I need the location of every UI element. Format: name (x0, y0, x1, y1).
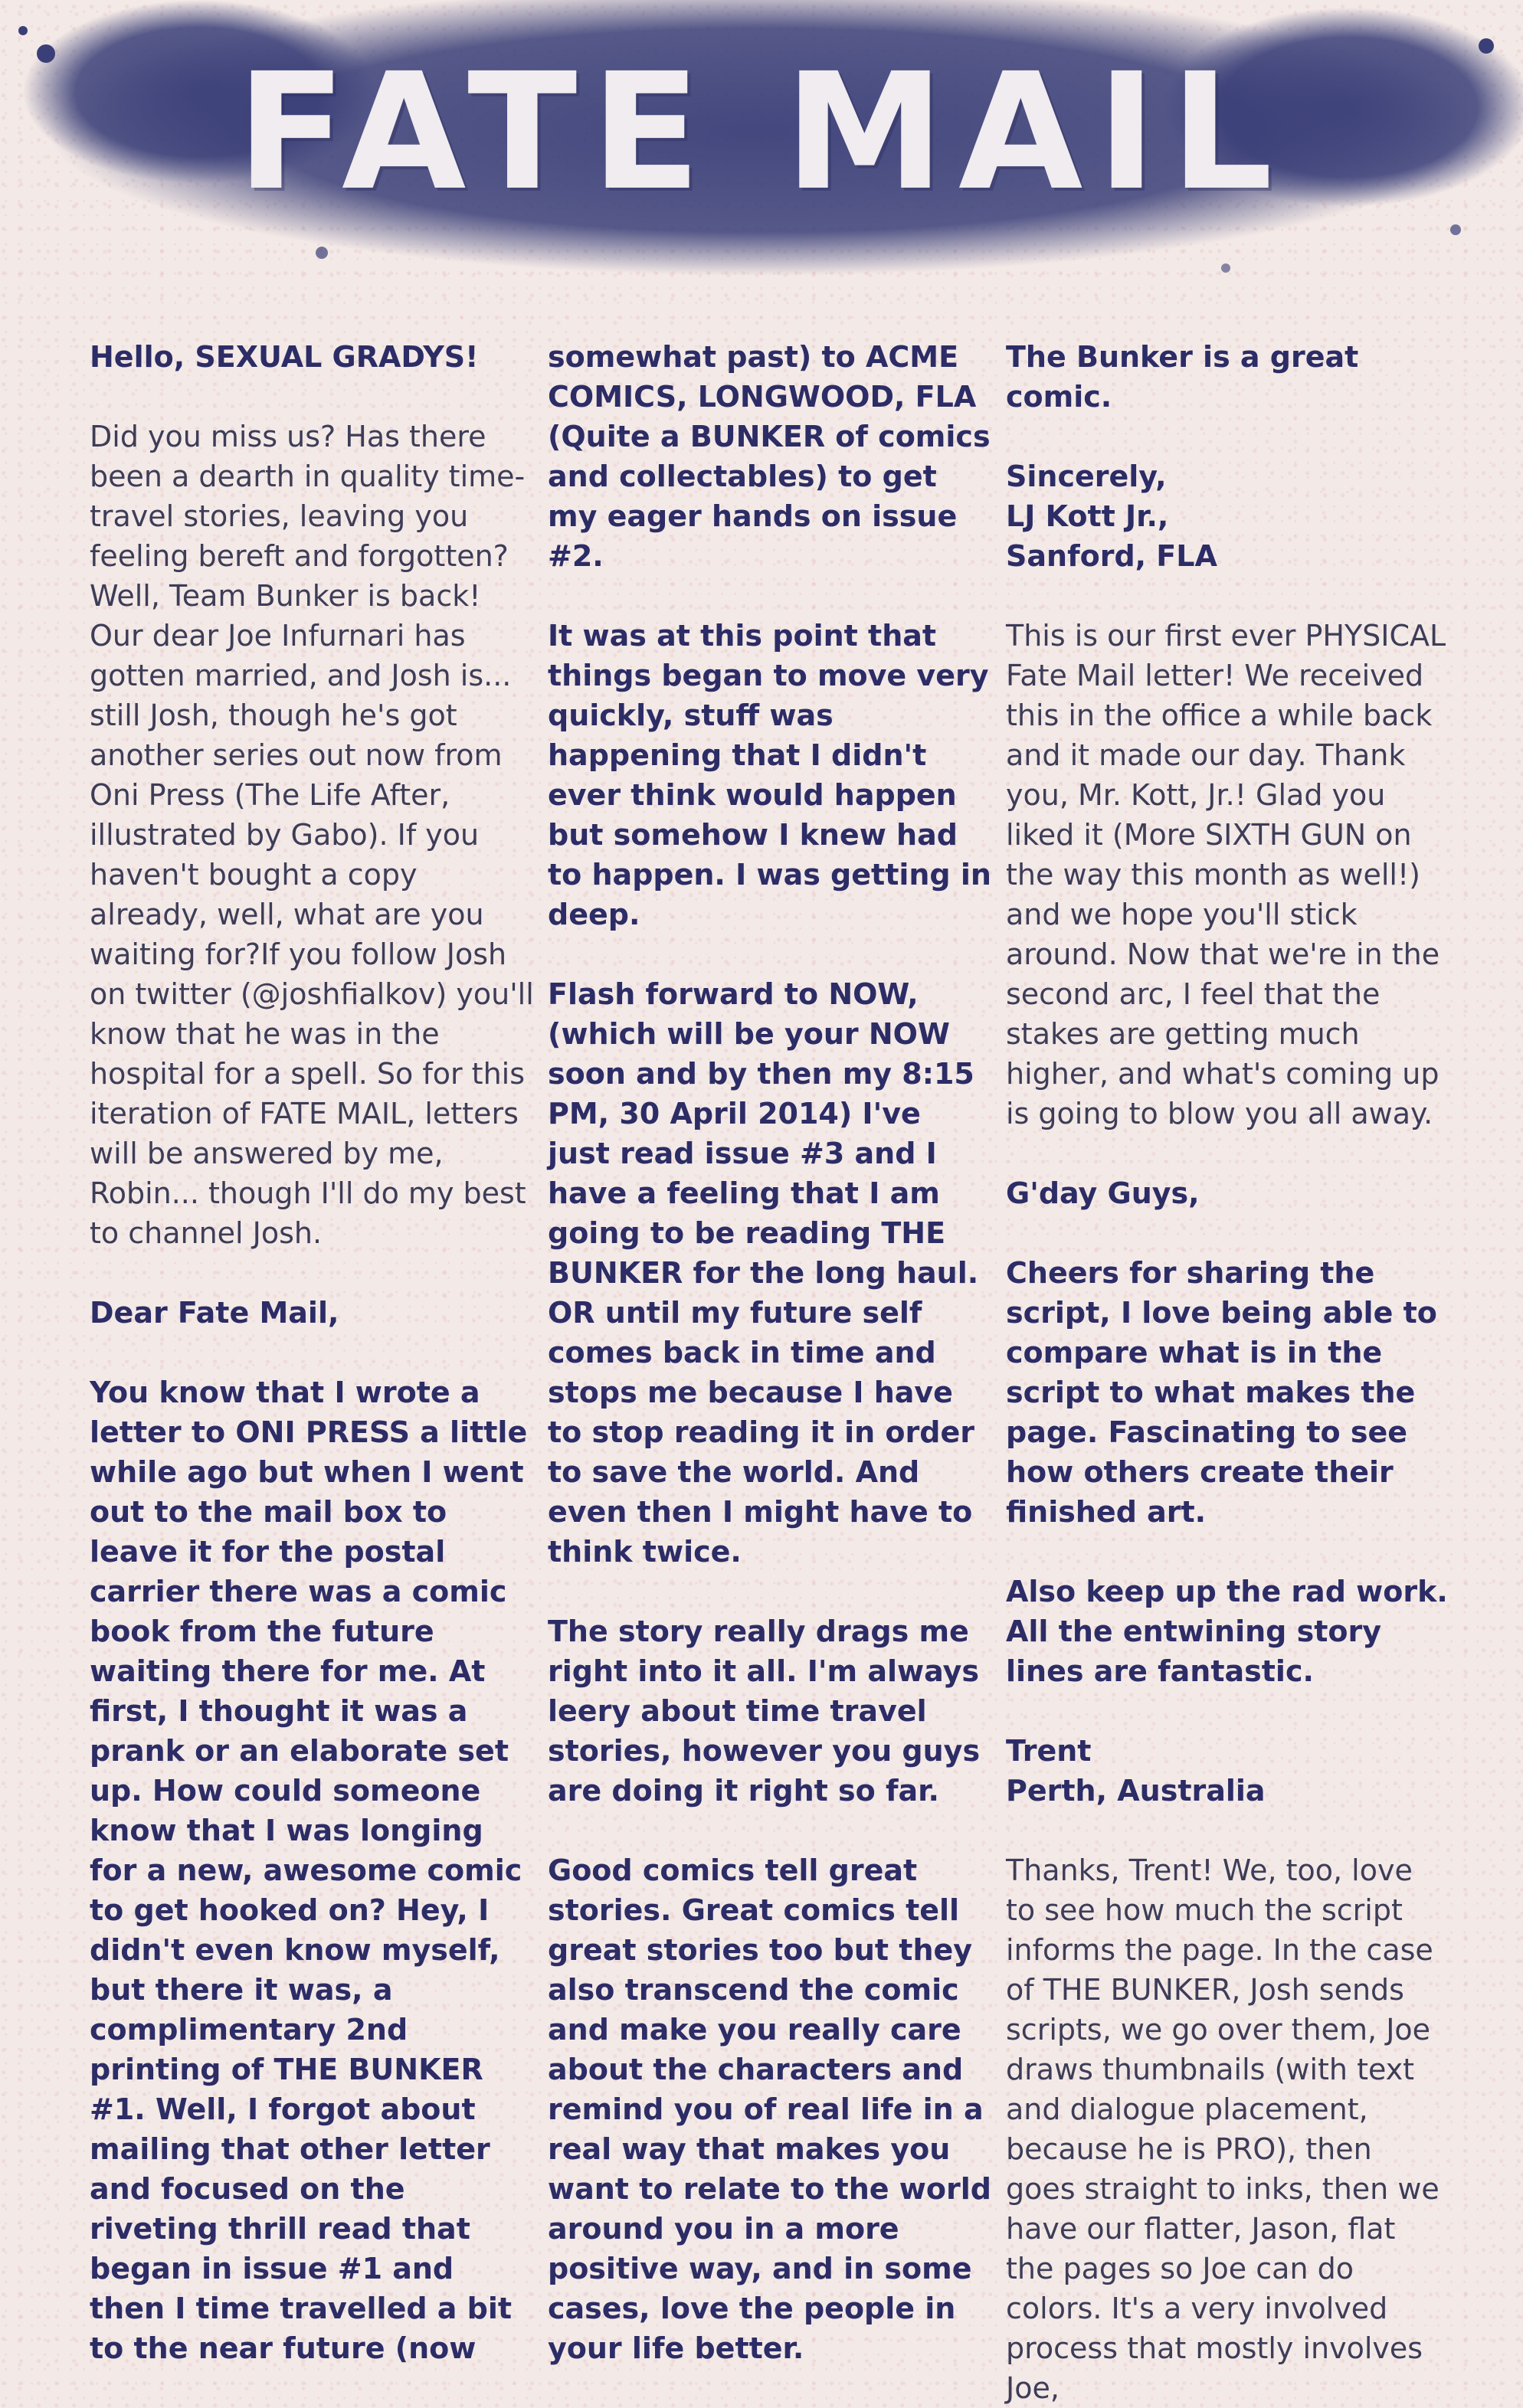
letter-paragraph: Also keep up the rad work. All the entwining story lines are fantastic. (1006, 1575, 1448, 1688)
letter-paragraph: The story really drags me right into it all. I'm always leery about time travel stories, however you guys are doing it right so far. (548, 1615, 981, 1808)
letter-body: You know that I wrote a letter to ONI PRESS a little while ago but when I went out to the mail box to leave it for the postal carrier there was a comic book from the future waiting there for me. At first, I thought it was a prank or an elaborate set up. How could someone know that I was longing for a new, awesome comic to get hooked on? Hey, I didn't even know myself, but there it was, a complimentary 2nd printing of THE BUNKER #1. Well, I forgot about mailing that other letter and focused on the riveting thrill read that began in issue #1 and then I time travelled a bit to the near future (now (90, 1376, 528, 2365)
greeting: Hello, SEXUAL GRADYS! (90, 340, 479, 374)
signature-line: LJ Kott Jr., (1006, 499, 1169, 533)
intro-paragraph: Did you miss us? Has there been a dearth in quality time-travel stories, leaving you feeling bereft and forgotten? Well, Team Bunker is back! Our dear Joe Infurnari has gotten married, and Josh is... still Josh, though he's got another series out now from Oni Press (The Life After, illustrated by Gabo). If you haven't bought a copy already, well, what are you waiting for?If you follow Josh on twitter (@joshfialkov) you'll know that he was in the hospital for a spell. So for this iteration of FATE MAIL, letters will be answered by me, Robin... though I'll do my best to channel Josh. (90, 420, 534, 1250)
column-middle (548, 337, 992, 2368)
letter-paragraph: Good comics tell great stories. Great comics tell great stories too but they also transcend the comic and make you really care about the characters and remind you of real life in a real way that makes you want to relate to the world around you in a more positive way, and in some cases, love the people in your life better. (548, 1853, 991, 2365)
letter-paragraph: Cheers for sharing the script, I love being able to compare what is in the script to what makes the page. Fascinating to see how others create their finished art. (1006, 1256, 1437, 1529)
signature-line: Sincerely, (1006, 460, 1167, 493)
masthead (0, 0, 1523, 337)
signature-line: Perth, Australia (1006, 1774, 1266, 1808)
letter-salutation: G'day Guys, (1006, 1176, 1200, 1210)
letter-paragraph: It was at this point that things began to move very quickly, stuff was happening that I didn't ever think would happen but somehow I knew had to happen. I was getting in deep. (548, 619, 991, 931)
page-title: FATE MAIL (236, 38, 1287, 226)
column-left (90, 337, 534, 2368)
column-right (1006, 337, 1450, 2408)
reply-paragraph: Thanks, Trent! We, too, love to see how much the script informs the page. In the case of THE BUNKER, Josh sends scripts, we go over them, Joe draws thumbnails (with text and dialogue placement, because he is PRO), then goes straight to inks, then we have our flatter, Jason, flat the pages so Joe can do colors. It's a very involved process that mostly involves Joe, (1006, 1853, 1439, 2405)
letter-salutation: Dear Fate Mail, (90, 1296, 339, 1330)
signature-line: Trent (1006, 1734, 1092, 1768)
letter-paragraph: The Bunker is a great comic. (1006, 340, 1359, 414)
letter-paragraph: Flash forward to NOW, (which will be your NOW soon and by then my 8:15 PM, 30 April 2014) I've just read issue #3 and I have a feeling that I am going to be reading THE BUNKER for the long haul. OR until my future self comes back in time and stops me because I have to stop reading it in order to save the world. And even then I might have to think twice. (548, 977, 979, 1569)
letter-paragraph: somewhat past) to ACME COMICS, LONGWOOD, FLA (Quite a BUNKER of comics and collectables) to get my eager hands on issue #2. (548, 340, 991, 573)
signature-line: Sanford, FLA (1006, 539, 1217, 573)
reply-paragraph: This is our first ever PHYSICAL Fate Mail letter! We received this in the office a while back and it made our day. Thank you, Mr. Kott, Jr.! Glad you liked it (More SIXTH GUN on the way this month as well!) and we hope you'll stick around. Now that we're in the second arc, I feel that the stakes are getting much higher, and what's coming up is going to blow you all away. (1006, 619, 1446, 1130)
